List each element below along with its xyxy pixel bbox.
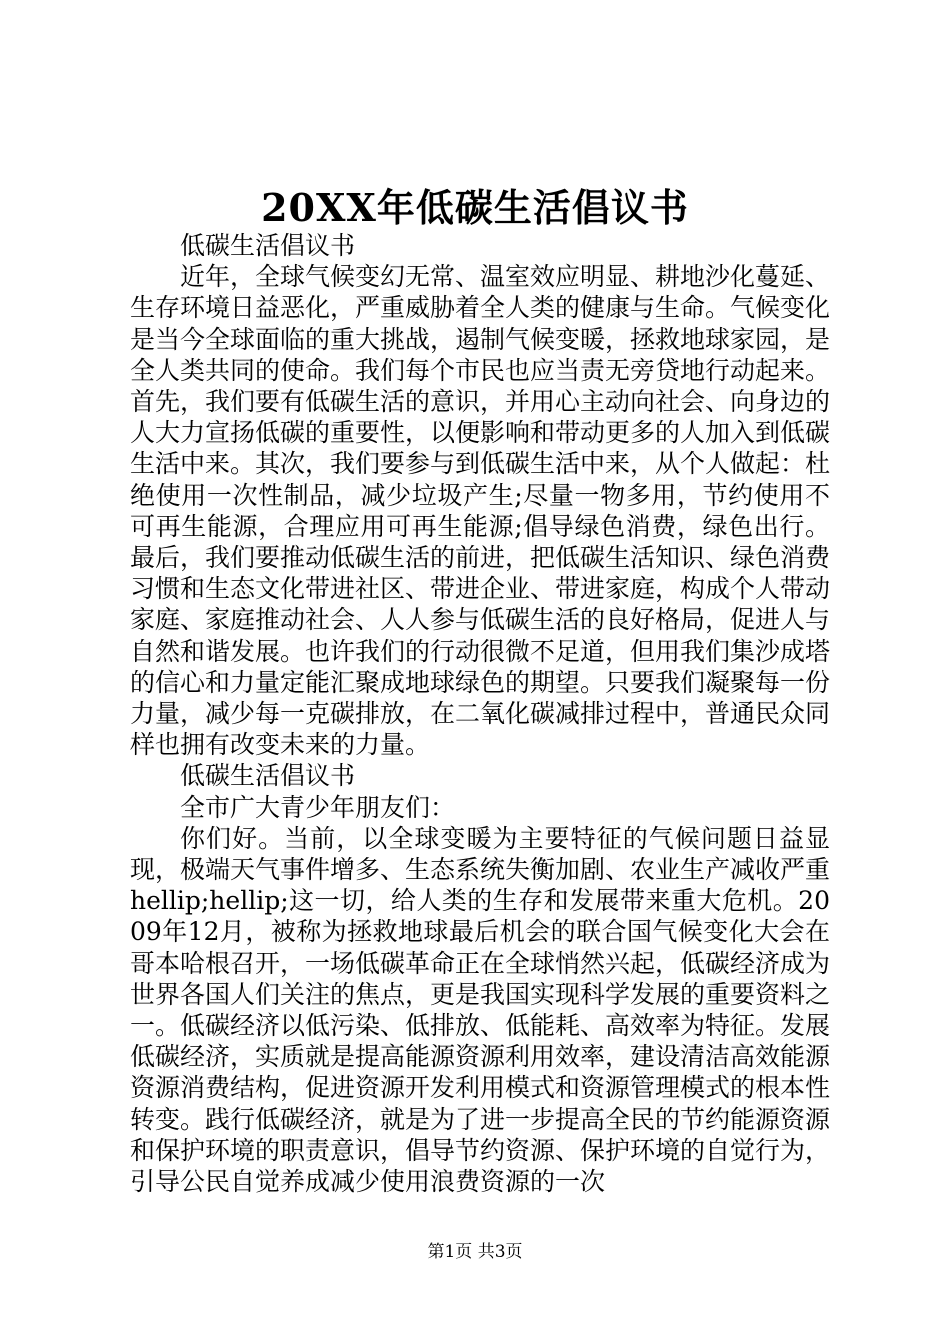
paragraph-subtitle-1: 低碳生活倡议书	[180, 231, 356, 260]
paragraph-salutation: 全市广大青少年朋友们：	[180, 792, 456, 822]
page-footer: 第1页 共3页	[427, 1242, 523, 1262]
paragraph-subtitle-2: 低碳生活倡议书	[180, 761, 356, 791]
paragraph-1: 近年，全球气候变幻无常、温室效应明显、耕地沙化蔓延、生存环境日益恶化，严重威胁着全人类的健康与生命。气候变化是当今全球面临的重大挑战，遏制气候变暖，拯救地球家园，是全人类共同的使命。我们每个市民也应当责无旁贷地行动起来。首先，我们要有低碳生活的意识，并用心主动向社会、向身边的人大力宣扬低碳的重要性，以便影响和带动更多的人加入到低碳生活中来。其次，我们要参与到低碳生活中来，从个人做起：杜绝使用一次性制品，减少垃圾产生;尽量一物多用，节约使用不可再生能源，合理应用可再生能源;倡导绿色消费，绿色出行。最后，我们要推动低碳生活的前进，把低碳生活知识、绿色消费习惯和生态文化带进社区、带进企业、带进家庭，构成个人带动家庭、家庭推动社会、人人参与低碳生活的良好格局，促进人与自然和谐发展。也许我们的行动很微不足道，但用我们集沙成塔的信心和力量定能汇聚成地球绿色的期望。只要我们凝聚每一份力量，减少每一克碳排放，在二氧化碳减排过程中，普通民众同样也拥有改变未来的力量。	[130, 262, 831, 760]
document-title: 20XX年低碳生活倡议书	[261, 185, 689, 230]
paragraph-2: 你们好。当前，以全球变暖为主要特征的气候问题日益显现，极端天气事件增多、生态系统失衡加剧、农业生产减收严重hellip;hellip;这一切，给人类的生存和发展带来重大危机。2009年12月，被称为拯救地球最后机会的联合国气候变化大会在哥本哈根召开，一场低碳革命正在全球悄然兴起，低碳经济成为世界各国人们关注的焦点，更是我国实现科学发展的重要资料之一。低碳经济以低污染、低排放、低能耗、高效率为特征。发展低碳经济，实质就是提高能源资源利用效率，建设清洁高效能源资源消费结构，促进资源开发利用模式和资源管理模式的根本性转变。践行低碳经济，就是为了进一步提高全民的节约能源资源和保护环境的职责意识，倡导节约资源、保护环境的自觉行为，引导公民自觉养成减少使用浪费资源的一次	[130, 823, 831, 1197]
document-body	[130, 230, 830, 1197]
